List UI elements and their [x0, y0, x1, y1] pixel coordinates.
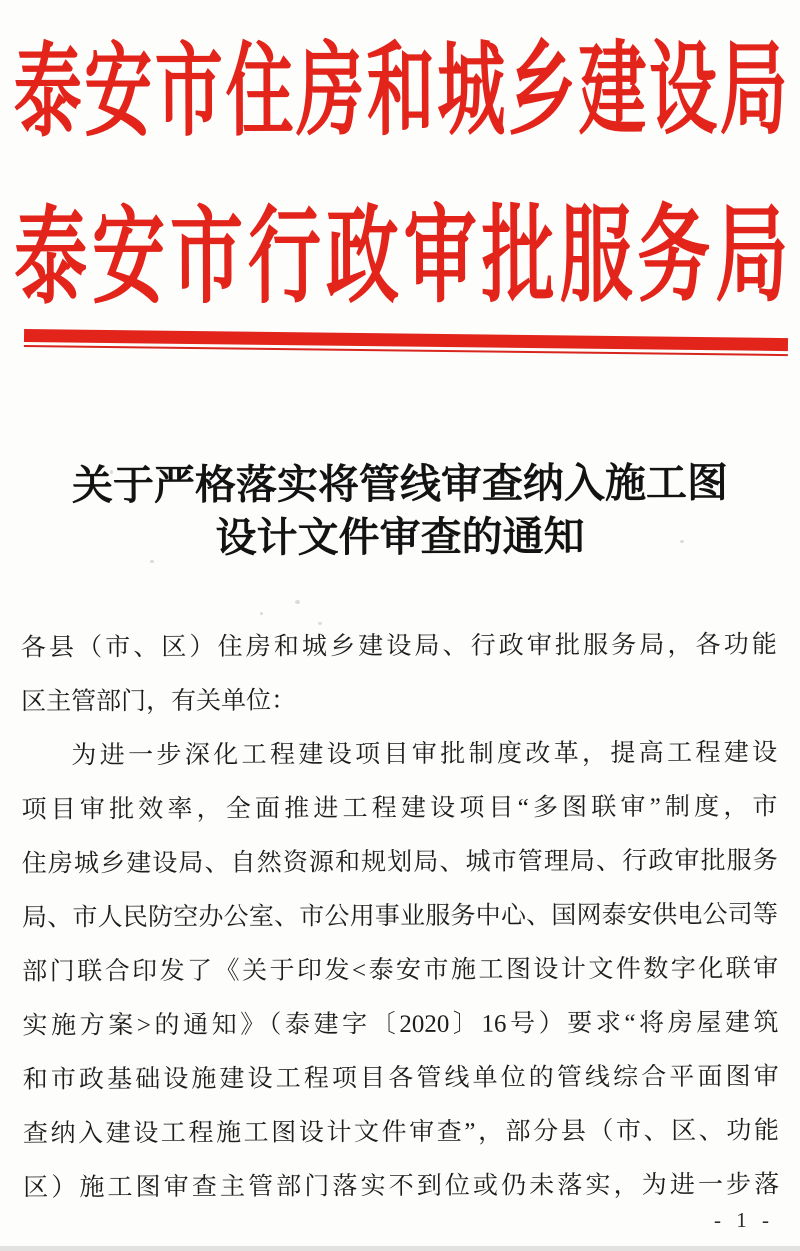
body-line: 区主管部门，有关单位： — [21, 687, 297, 716]
document-title — [0, 456, 800, 565]
scan-speck — [680, 540, 684, 543]
body-line: 和市政基础设施建设工程项目各管线单位的管线综合平面图审 — [22, 1063, 779, 1094]
page-bottom-edge — [0, 1246, 800, 1251]
scan-speck — [110, 470, 113, 474]
document-body — [21, 618, 780, 1215]
scan-speck — [318, 622, 322, 625]
body-line: 为进一步深化工程建设项目审批制度改革，提高工程建设 — [71, 739, 778, 770]
letterhead — [13, 32, 789, 318]
body-line: 部门联合印发了《关于印发<泰安市施工图设计文件数字化联审 — [22, 955, 779, 986]
body-line: 实施方案>的通知》（泰建字〔2020〕16号）要求“将房屋建筑 — [22, 1009, 779, 1040]
page-number: - 1 - — [714, 1208, 774, 1232]
body-line: 各县（市、区）住房和城乡建设局、行政审批服务局，各功能 — [20, 631, 777, 662]
body-line: 住房城乡建设局、自然资源和规划局、城市管理局、行政审批服务 — [21, 847, 778, 878]
body-line: 项目审批效率，全面推进工程建设项目“多图联审”制度，市 — [21, 793, 778, 824]
body-line: 查纳入建设工程施工图设计文件审查”，部分县（市、区、功能 — [22, 1117, 779, 1148]
document-title-line2: 设计文件审查的通知 — [215, 513, 585, 561]
scan-speck — [260, 612, 263, 615]
body-line: 局、市人民防空办公室、市公用事业服务中心、国网泰安供电公司等 — [21, 901, 779, 932]
scan-speck — [295, 600, 300, 604]
body-line: 区）施工图审查主管部门落实不到位或仍未落实，为进一步落 — [23, 1171, 780, 1202]
scan-speck — [150, 560, 154, 563]
issuing-org-name-line2: 泰安市行政审批服务局 — [14, 196, 789, 318]
issuing-org-name-line1: 泰安市住房和城乡建设局 — [13, 32, 788, 150]
document-title-line1: 关于严格落实将管线审查纳入施工图 — [71, 459, 728, 509]
